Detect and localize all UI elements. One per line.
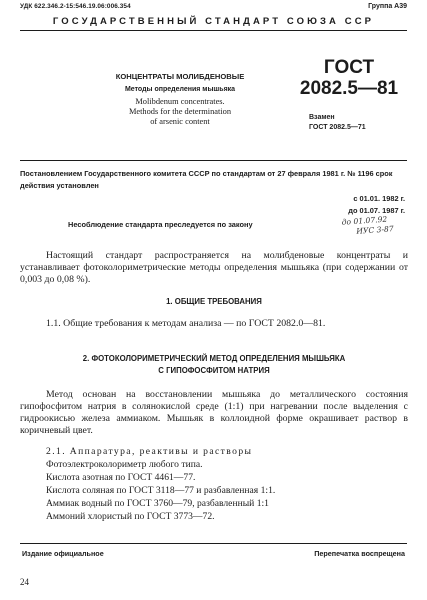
footer-rule	[20, 543, 407, 544]
state-standard-banner: ГОСУДАРСТВЕННЫЙ СТАНДАРТ СОЮЗА ССР	[52, 16, 375, 27]
reagent-line: Кислота азотная по ГОСТ 4461—77.	[46, 472, 196, 483]
date-to: до 01.07. 1987 г.	[348, 206, 405, 215]
decree-text: Постановлением Государственного комитета СССР по стандартам от 27 февраля 1981 г. № 1196 срок действия установлен	[20, 169, 393, 190]
gost-number: 2082.5—81	[299, 78, 399, 99]
title-en-line: of arsenic content	[150, 117, 210, 126]
reagent-line: Аммиак водный по ГОСТ 3760—79, разбавленный 1:1	[46, 498, 269, 509]
validity-dates	[348, 193, 405, 217]
title-ru: КОНЦЕНТРАТЫ МОЛИБДЕНОВЫЕ	[115, 72, 245, 81]
group-code: Группа А39	[368, 3, 407, 10]
reagent-line: Фотоэлектроколориметр любого типа.	[46, 459, 203, 470]
reprint-prohibited-note: Перепечатка воспрещена	[314, 549, 405, 558]
section-2-text: Метод основан на восстановлении мышьяка до металлического состояния гипофосфитом натрия в солянокислой среде (1:1) при нагревании после выделения с гидроокисью железа аммиаком. Мышьяк в коллоидной форме окрашивает раствор в коричневый цвет.	[20, 389, 408, 436]
section-2-heading	[20, 353, 408, 377]
title-en	[80, 97, 280, 127]
replaced-standard: ГОСТ 2082.5—71	[309, 124, 366, 131]
official-edition-note: Издание официальное	[22, 549, 104, 558]
reagent-line: Кислота соляная по ГОСТ 3118—77 и разбавленная 1:1.	[46, 485, 276, 496]
title-rule	[20, 160, 407, 161]
handwritten-annotation	[341, 214, 394, 238]
intro-paragraph: Настоящий стандарт распространяется на молибденовые концентраты и устанавливает фотоколориметрические методы определения мышьяка (при содержании от 0,003 до 0,08 %).	[20, 250, 408, 285]
title-en-line: Molibdenum concentrates.	[135, 97, 225, 106]
section-1-heading: 1. ОБЩИЕ ТРЕБОВАНИЯ	[166, 297, 262, 306]
item-2-1: 2.1. Аппаратура, реактивы и растворы	[46, 446, 253, 457]
title-block	[80, 72, 280, 127]
gost-label: ГОСТ	[323, 57, 375, 78]
subtitle-ru: Методы определения мышьяка	[124, 86, 236, 93]
reagent-line: Аммоний хлористый по ГОСТ 3773—72.	[46, 511, 215, 522]
non-observance-note: Несоблюдение стандарта преследуется по закону	[68, 220, 253, 229]
section-2-heading-line: С ГИПОФОСФИТОМ НАТРИЯ	[158, 366, 270, 375]
page-number: 24	[20, 577, 29, 587]
section-2-heading-line: 2. ФОТОКОЛОРИМЕТРИЧЕСКИЙ МЕТОД ОПРЕДЕЛЕНИЯ МЫШЬЯКА	[82, 354, 346, 363]
title-en-line: Methods for the determination	[128, 107, 232, 116]
replaced-label: Взамен	[309, 114, 335, 121]
handwritten-line: ИУС 3-87	[356, 224, 394, 236]
header-rule	[20, 30, 407, 31]
handwritten-line: до 01.07.92	[341, 214, 388, 227]
section-1-text: 1.1. Общие требования к методам анализа — по ГОСТ 2082.0—81.	[46, 318, 326, 329]
udk-code: УДК 622.346.2-15:546.19.06:006.354	[20, 3, 131, 10]
gost-number-block	[293, 58, 405, 131]
date-from: с 01.01. 1982 г.	[353, 194, 405, 203]
